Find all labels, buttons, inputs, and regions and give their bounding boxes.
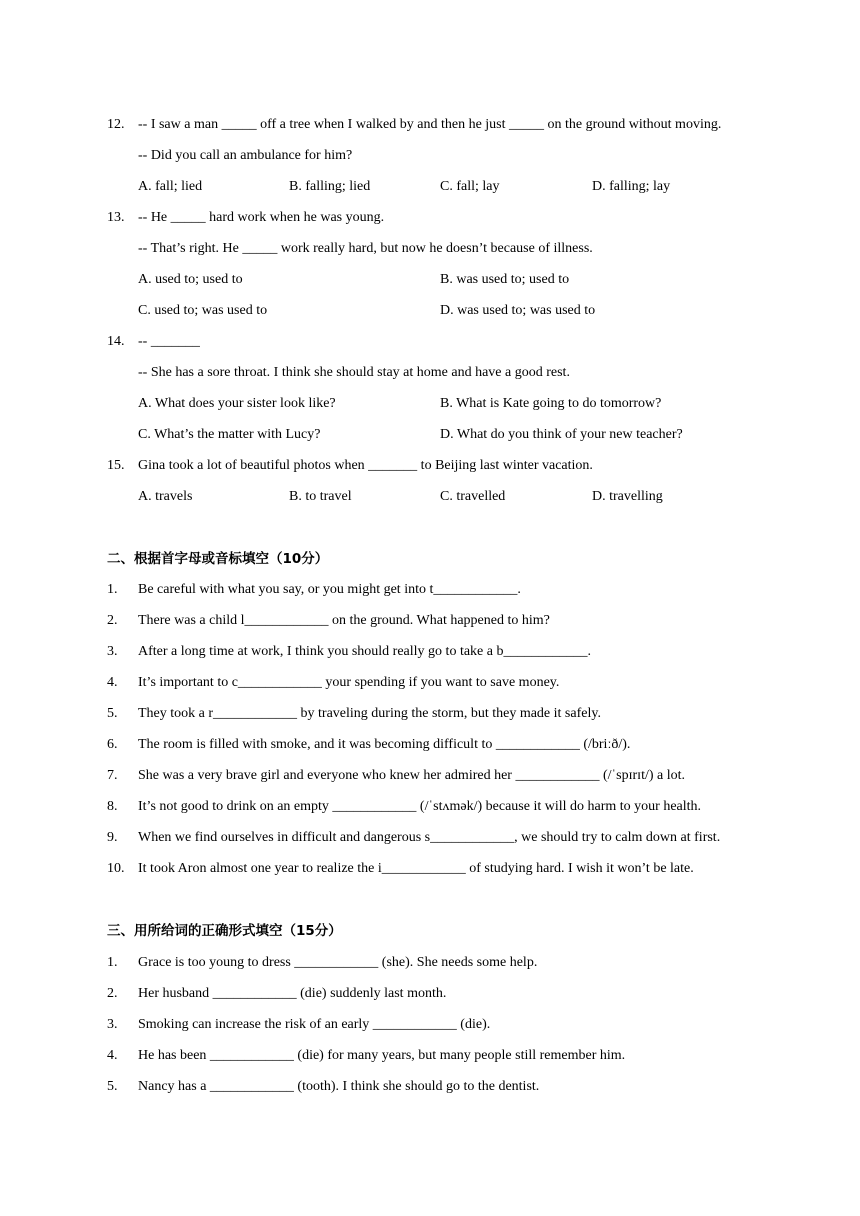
option-b: B. What is Kate going to do tomorrow? [440, 396, 662, 411]
item-text: The room is filled with smoke, and it was becoming difficult to ____________ (/briːð/). [138, 737, 631, 752]
question-number: 14. [107, 334, 125, 349]
option-c: C. What’s the matter with Lucy? [138, 427, 321, 442]
item-number: 2. [107, 613, 118, 628]
item-text: After a long time at work, I think you should really go to take a b____________. [138, 644, 591, 659]
item-text: Nancy has a ____________ (tooth). I think she should go to the dentist. [138, 1079, 540, 1094]
question-stem: Gina took a lot of beautiful photos when _______ to Beijing last winter vacation. [138, 458, 593, 473]
option-d: D. was used to; was used to [440, 303, 596, 318]
question-number: 12. [107, 117, 125, 132]
item-text: It’s not good to drink on an empty ____________ (/ˈstʌmək/) because it will do harm to your health. [138, 799, 702, 814]
item-text: Grace is too young to dress ____________ (she). She needs some help. [138, 955, 538, 970]
item-text: It’s important to c____________ your spending if you want to save money. [138, 675, 560, 690]
question-number: 13. [107, 210, 125, 225]
question-stem: -- _______ [138, 334, 200, 349]
question-stem: -- I saw a man _____ off a tree when I walked by and then he just _____ on the ground without moving. [138, 117, 722, 132]
question-stem: -- He _____ hard work when he was young. [138, 210, 385, 225]
option-a: A. travels [138, 489, 193, 504]
option-c: C. travelled [440, 489, 506, 504]
item-text: There was a child l____________ on the ground. What happened to him? [138, 613, 550, 628]
item-number: 9. [107, 830, 118, 845]
item-number: 4. [107, 1048, 118, 1063]
item-number: 4. [107, 675, 118, 690]
option-a: A. used to; used to [138, 272, 243, 287]
item-text: He has been ____________ (die) for many years, but many people still remember him. [138, 1048, 626, 1063]
item-text: When we find ourselves in difficult and dangerous s____________, we should try to calm down at first. [138, 830, 721, 845]
option-d: D. travelling [592, 489, 663, 504]
section-3-title: 三、用所给词的正确形式填空（15分） [107, 923, 342, 939]
question-dialogue: -- Did you call an ambulance for him? [138, 148, 353, 163]
item-text: Be careful with what you say, or you might get into t____________. [138, 582, 521, 597]
item-number: 3. [107, 1017, 118, 1032]
item-text: It took Aron almost one year to realize the i____________ of studying hard. I wish it won’t be late. [138, 861, 694, 876]
item-number: 1. [107, 582, 118, 597]
item-number: 7. [107, 768, 118, 783]
option-a: A. What does your sister look like? [138, 396, 336, 411]
item-number: 3. [107, 644, 118, 659]
option-c: C. used to; was used to [138, 303, 268, 318]
option-d: D. falling; lay [592, 179, 671, 194]
item-text: Smoking can increase the risk of an early ____________ (die). [138, 1017, 491, 1032]
question-dialogue: -- She has a sore throat. I think she should stay at home and have a good rest. [138, 365, 570, 380]
item-text: They took a r____________ by traveling during the storm, but they made it safely. [138, 706, 601, 721]
question-dialogue: -- That’s right. He _____ work really hard, but now he doesn’t because of illness. [138, 241, 593, 256]
item-number: 5. [107, 706, 118, 721]
section-2-title: 二、根据首字母或音标填空（10分） [107, 551, 329, 567]
question-number: 15. [107, 458, 125, 473]
option-c: C. fall; lay [440, 179, 500, 194]
item-number: 2. [107, 986, 118, 1001]
item-number: 6. [107, 737, 118, 752]
item-number: 8. [107, 799, 118, 814]
option-b: B. to travel [289, 489, 352, 504]
item-text: She was a very brave girl and everyone who knew her admired her ____________ (/ˈspɪrɪt/) a lot. [138, 768, 686, 783]
option-a: A. fall; lied [138, 179, 203, 194]
option-d: D. What do you think of your new teacher? [440, 427, 683, 442]
item-number: 5. [107, 1079, 118, 1094]
option-b: B. was used to; used to [440, 272, 570, 287]
item-number: 1. [107, 955, 118, 970]
item-number: 10. [107, 861, 125, 876]
item-text: Her husband ____________ (die) suddenly last month. [138, 986, 447, 1001]
option-b: B. falling; lied [289, 179, 371, 194]
